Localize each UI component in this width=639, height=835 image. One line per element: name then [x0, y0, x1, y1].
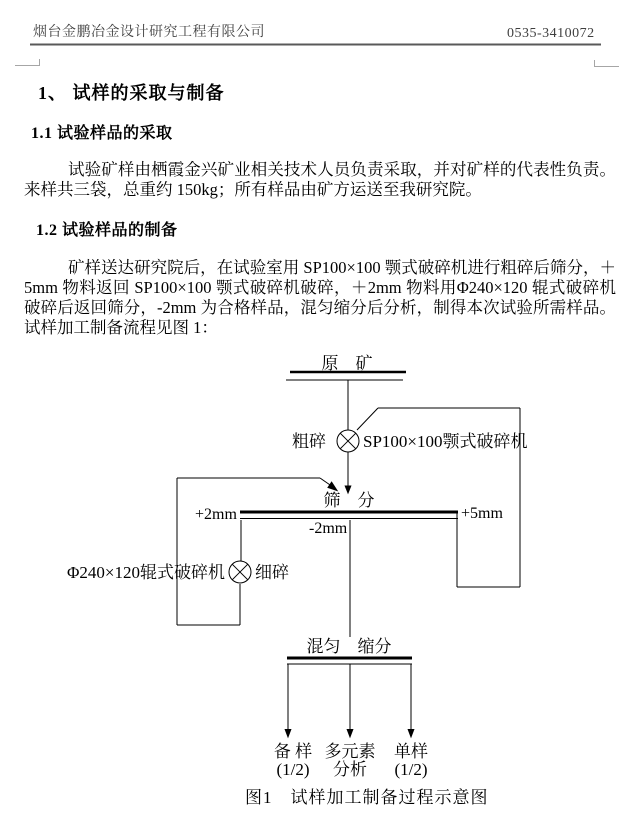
flow-output-single-sample: 单样: [394, 742, 428, 761]
flow-label-plus2mm: +2mm: [195, 506, 237, 523]
fine-crush-return-loop: [177, 478, 337, 625]
flow-node-mixing-splitting: 混匀 缩分: [306, 637, 392, 656]
flow-node-coarse-crush: 粗碎: [292, 432, 326, 451]
flow-label-roll-crusher: Φ240×120辊式破碎机: [67, 563, 226, 582]
section-1-1-heading: 1.1 试验样品的采取: [31, 125, 173, 142]
figure-caption: 图1 试样加工制备过程示意图: [245, 788, 489, 807]
flow-output-multi-element: 多元素: [324, 742, 376, 761]
flow-node-raw-ore: 原 矿: [321, 354, 373, 373]
left-margin-corner-mark: [15, 59, 40, 66]
section-1-1-paragraph: 试验矿样由栖霞金兴矿业相关技术人员负责采取，并对矿样的代表性负责。来样共三袋，总重约 150kg；所有样品由矿方运送至我研究院。: [24, 160, 616, 199]
screening-bar: [240, 512, 458, 519]
section-1-2-paragraph: 矿样送达研究院后，在试验室用 SP100×100 颚式破碎机进行粗碎后筛分，＋5mm 物料返回 SP100×100 颚式破碎机破碎，＋2mm 物料用Φ240×120 辊式破碎机破碎后返回筛分，-2mm 为合格样品，混匀缩分后分析，制得本次试验所需样品。试样加工制备流程见图 1：: [24, 258, 616, 337]
flow-label-plus5mm: +5mm: [461, 505, 503, 522]
roll-crusher-symbol-icon: [229, 561, 251, 583]
raw-ore-bar: [286, 372, 406, 380]
flow-output-backup-sample: 备 样: [273, 742, 313, 761]
header-phone-number: 0535-3410072: [507, 26, 595, 41]
flow-output-backup-sample-fraction: (1/2): [276, 760, 310, 779]
output-branch-lines: [285, 664, 414, 737]
flow-output-multi-element-analysis: 分析: [333, 760, 367, 779]
coarse-crusher-symbol-icon: [337, 430, 359, 452]
flow-output-single-sample-fraction: (1/2): [394, 760, 428, 779]
right-margin-corner-mark: [595, 60, 620, 67]
crusher-to-screening-line: [345, 452, 351, 493]
header-company-name: 烟台金鹏冶金设计研究工程有限公司: [33, 25, 265, 40]
flow-node-fine-crush: 细碎: [255, 563, 289, 582]
flow-node-screening: 筛 分: [323, 491, 375, 510]
page-title: 1、 试样的采取与制备: [38, 83, 225, 103]
flow-label-jaw-crusher: SP100×100颚式破碎机: [363, 432, 528, 451]
flow-label-minus2mm: -2mm: [309, 520, 348, 537]
mixing-splitting-bar: [287, 658, 412, 664]
section-1-2-heading: 1.2 试验样品的制备: [36, 222, 178, 239]
